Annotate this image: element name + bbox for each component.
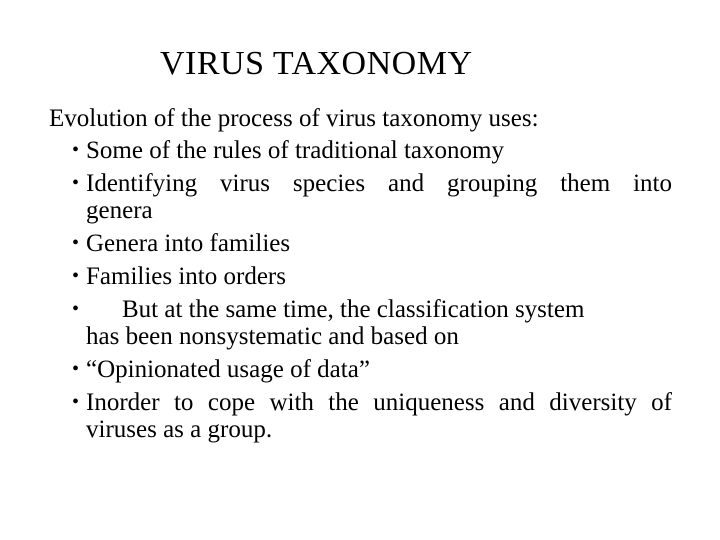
bullet-icon: • [72, 298, 80, 320]
bullet-line: genera [86, 197, 153, 224]
bullet-icon: • [72, 265, 80, 287]
bullet-icon: • [72, 358, 80, 380]
bullet-list [72, 137, 672, 449]
bullet-icon: • [72, 391, 80, 413]
bullet-icon: • [72, 139, 80, 161]
bullet-text: Families into orders [86, 263, 286, 290]
bullet-icon: • [72, 232, 80, 254]
list-item [72, 170, 672, 224]
bullet-text: Some of the rules of traditional taxonomy [86, 137, 504, 164]
slide-title: VIRUS TAXONOMY [160, 45, 473, 82]
list-item [72, 356, 672, 383]
list-item [72, 137, 672, 164]
list-item [72, 263, 672, 290]
bullet-line: has been nonsystematic and based on [86, 323, 459, 350]
bullet-line: But at the same time, the classification system [122, 296, 585, 323]
bullet-text: “Opinionated usage of data” [86, 356, 370, 383]
intro-text: Evolution of the process of virus taxonomy uses: [49, 105, 539, 132]
bullet-line: viruses as a group. [86, 416, 273, 443]
list-item [72, 230, 672, 257]
bullet-line: Identifying virus species and grouping them into [86, 170, 672, 197]
bullet-text: Genera into families [86, 230, 291, 257]
bullet-line: Inorder to cope with the uniqueness and diversity of [86, 389, 672, 416]
list-item [72, 296, 672, 350]
bullet-text [86, 389, 672, 443]
list-item [72, 389, 672, 443]
bullet-text [86, 170, 672, 224]
bullet-text [86, 296, 672, 350]
bullet-icon: • [72, 172, 80, 194]
